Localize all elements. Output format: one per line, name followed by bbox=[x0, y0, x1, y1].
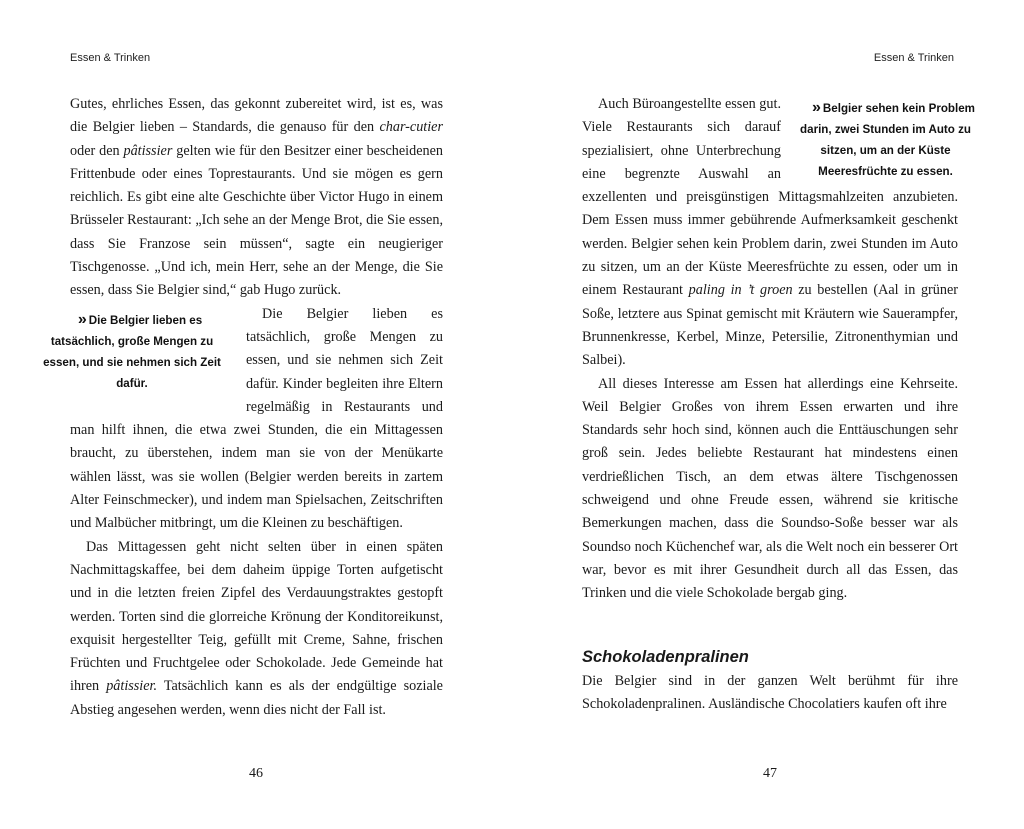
page-number-right: 47 bbox=[763, 766, 777, 781]
running-head-left: Essen & Trinken bbox=[70, 52, 151, 64]
running-head-right: Essen & Trinken bbox=[873, 52, 954, 64]
paragraph: » Belgier sehen kein Problem darin, zwei Stunden im Auto zu sitzen, um an der Küste Meeresfrüchte zu essen. Auch Büroangestellte essen gut. Viele Restaurants sich darauf spezialisiert, ohne Unterbrechung eine begrenzte Auswahl an exzellenten und preisgünstigen Mittagsmahlzeiten anzubieten. Dem Essen muss immer gebührende Aufmerksamkeit geschenkt werden. Belgier sehen kein Problem darin, zwei Stunden im Auto zu sitzen, um an der Küste Meeresfrüchte zu essen, oder um in einem Restaurant paling in ’t groen zu bestellen (Aal in grüner Soße, letztere aus Spinat gemischt mit Kräutern wie Sauerampfer, Brunnenkresse, Kerbel, Minze, Petersilie, Zitronenthymian und Salbei). bbox=[582, 93, 958, 373]
pull-quote bbox=[793, 97, 978, 182]
page-number-left: 46 bbox=[249, 766, 263, 781]
double-chevron-icon: » bbox=[812, 99, 818, 116]
left-page-body bbox=[43, 93, 443, 722]
pull-quote-text: Belgier sehen kein Problem darin, zwei Stunden im Auto zu sitzen, um an der Küste Meeresfrüchte zu essen. bbox=[800, 102, 975, 178]
paragraph: All dieses Interesse am Essen hat allerdings eine Kehrseite. Weil Belgier Großes von ihrem Essen erwarten und ihre Standards sehr hoch sind, können auch die Enttäuschungen sehr groß sein. Jedes beliebte Restaurant hat mindestens einen verdrießlichen Tisch, an dem etwas ältere Tischgenossen schweigend und ohne Freude essen, während sie kritische Bemerkungen machen, dass die Soundso-Soße besser war als Soundso noch Küchenchef war, als die Welt noch ein besserer Ort war, bevor es mit ihrer Gesundheit durch all das Essen, das Trinken und die viele Schokolade bergab ging. bbox=[582, 375, 958, 602]
paragraph: Die Belgier sind in der ganzen Welt berühmt für ihre Schokoladenpralinen. Ausländische Chocolatiers kaufen oft ihre bbox=[582, 672, 958, 712]
paragraph: » Die Belgier lieben es tatsächlich, große Mengen zu essen, und sie nehmen sich Zeit dafür. Die Belgier lieben es tatsächlich, große Mengen zu essen, und sie nehmen sich Zeit dafür. Kinder begleiten ihre Eltern regelmäßig in Restaurants und man hilft ihnen, die etwa zwei Stunden, die ein Mittagessen braucht, zu überstehen, indem man sie von der Menükarte wählen lässt, was sie wollen (Belgier werden bereits in zartem Alter Feinschmecker), und indem man Spielsachen, Zeitschriften und Malbücher mitbringt, um die Kleinen zu beschäftigen. bbox=[70, 303, 443, 536]
double-chevron-icon: » bbox=[77, 310, 84, 328]
pull-quote bbox=[32, 309, 232, 394]
right-page-body bbox=[582, 93, 975, 716]
pull-quote-text: Die Belgier lieben es tatsächlich, große Mengen zu essen, und sie nehmen sich Zeit dafür. bbox=[43, 313, 221, 390]
section-heading: Schokoladenpralinen bbox=[582, 647, 749, 666]
paragraph: Das Mittagessen geht nicht selten über in einen späten Nachmittagskaffee, bei dem daheim üppige Torten aufgetischt und in die letzten freien Zipfel des Verdauungstraktes gestopft werden. Torten sind die glorreiche Krönung der Konditoreikunst, exquisit hergestellter Teig, gefüllt mit Creme, Sahne, frischen Früchten und Fruchtgelee oder Schokolade. Jede Gemeinde hat ihren pâtissier. Tatsächlich kann es als der endgültige soziale Abstieg angesehen werden, wenn dies nicht der Fall ist. bbox=[70, 538, 443, 718]
right-page bbox=[512, 0, 1024, 829]
paragraph: Gutes, ehrliches Essen, das gekonnt zubereitet wird, ist es, was die Belgier lieben – Standards, die genauso für den char-cutier oder den pâtissier gelten wie für den Besitzer einer bescheidenen Frittenbude oder eines Toprestaurants. Und sie mögen es gern reichlich. Es gibt eine alte Geschichte über Victor Hugo in einem Brüsseler Restaurant: „Ich sehe an der Menge Brot, die Sie essen, dass Sie Franzose sein müssen“, sagte ein neugieriger Tischgenosse. „Und ich, mein Herr, sehe an der Menge, die Sie essen, dass Sie Belgier sind,“ gab Hugo zurück. bbox=[70, 96, 443, 299]
